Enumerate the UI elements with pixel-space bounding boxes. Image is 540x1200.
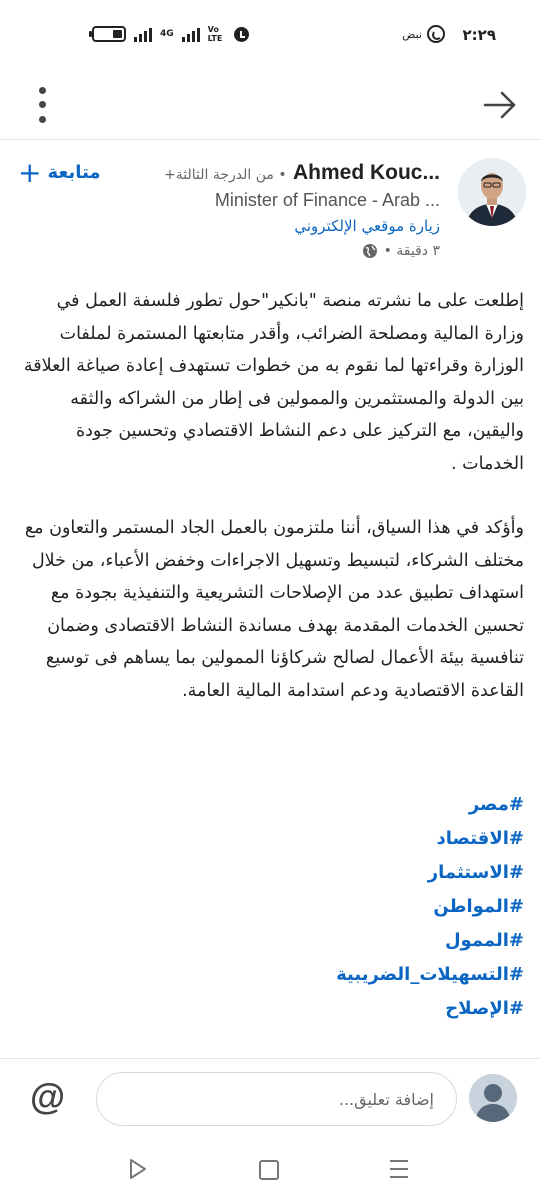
hashtag-link[interactable]: #الاقتصاد — [436, 828, 524, 849]
post-paragraph: وأؤكد في هذا السياق، أننا ملتزمون بالعمل الجاد المستمر والتعاون مع مختلف الشركاء، لتبسيط وتسهيل الاجراءات وخفض الأعباء، من خلال استهداف تطبيق عدد من الإصلاحات التشريعية والتنفيذية بجودة مع تحسين الخدمات المقدمة بهدف مساندة النشاط الاقتصادى وضمان تنافسية بيئة الأعمال لصالح شركاؤنا الممولين بما يساهم فى توسيع القاعدة الاقتصادية ودعم استدامة المالية العامة. — [24, 518, 524, 701]
network-type-label: 4G — [160, 28, 174, 39]
connection-degree: • من الدرجة الثالثة+ — [164, 167, 287, 183]
carrier-label: نبض — [402, 28, 422, 41]
home-icon[interactable] — [252, 1156, 282, 1182]
whatsapp-icon — [427, 25, 445, 43]
follow-button[interactable] — [18, 155, 101, 189]
signal-icon-secondary — [182, 26, 200, 42]
nav-back-icon[interactable] — [122, 1156, 152, 1182]
recents-icon[interactable] — [384, 1156, 414, 1182]
comment-input[interactable] — [96, 1072, 457, 1126]
hashtag-link[interactable]: #المواطن — [433, 896, 524, 917]
top-nav — [0, 70, 540, 140]
post-paragraph: إطلعت على ما نشرته منصة "بانكير"حول تطور فلسفة العمل في وزارة المالية ومصلحة الضرائب، وأقدر متابعتها المستمرة لملفات الوزارة وقراءتها لما نقوم به من خطوات تستهدف إعادة صياغة العلاقة بين الدولة والمستثمرين والممولين فى إطار من الشراكه والثقه واليقين، مع التركيز على دعم النشاط الاقتصادي وتحسين جودة الخدمات . — [23, 291, 524, 474]
commenter-avatar — [469, 1074, 517, 1122]
post-meta — [362, 243, 440, 259]
post-time: ٣ دقيقة • — [383, 243, 440, 259]
back-arrow-icon[interactable] — [480, 88, 520, 122]
volte-label: Vo LTE — [207, 25, 223, 43]
post-header — [0, 140, 540, 265]
hashtag-link[interactable]: #التسهيلات_الضريبية — [336, 964, 524, 985]
author-line — [164, 160, 440, 185]
status-bar — [0, 0, 540, 70]
author-headline: Minister of Finance - Arab ... — [214, 190, 440, 210]
author-name[interactable]: Ahmed Kouc... — [292, 161, 440, 184]
website-link[interactable]: زيارة موقعي الإلكتروني — [294, 217, 440, 235]
system-nav-bar — [0, 1140, 540, 1200]
hashtag-link[interactable]: #مصر — [468, 794, 524, 815]
hashtag-list — [336, 788, 524, 1026]
hashtag-link[interactable]: #الممول — [444, 930, 524, 951]
author-avatar[interactable] — [458, 158, 526, 226]
alarm-icon — [234, 27, 249, 42]
status-icons — [92, 22, 249, 46]
plus-icon: + — [18, 155, 42, 189]
status-time: ٢:٢٩ — [462, 26, 496, 44]
comment-bar — [0, 1058, 540, 1140]
mention-button[interactable]: @ — [30, 1076, 66, 1117]
battery-icon — [92, 26, 126, 42]
more-vertical-icon[interactable] — [32, 83, 52, 127]
globe-icon — [362, 243, 378, 259]
follow-label: متابعة — [47, 162, 101, 183]
signal-icon — [134, 26, 152, 42]
hashtag-link[interactable]: #الإصلاح — [445, 998, 524, 1019]
hashtag-link[interactable]: #الاستثمار — [427, 862, 524, 883]
post-body — [14, 285, 524, 739]
